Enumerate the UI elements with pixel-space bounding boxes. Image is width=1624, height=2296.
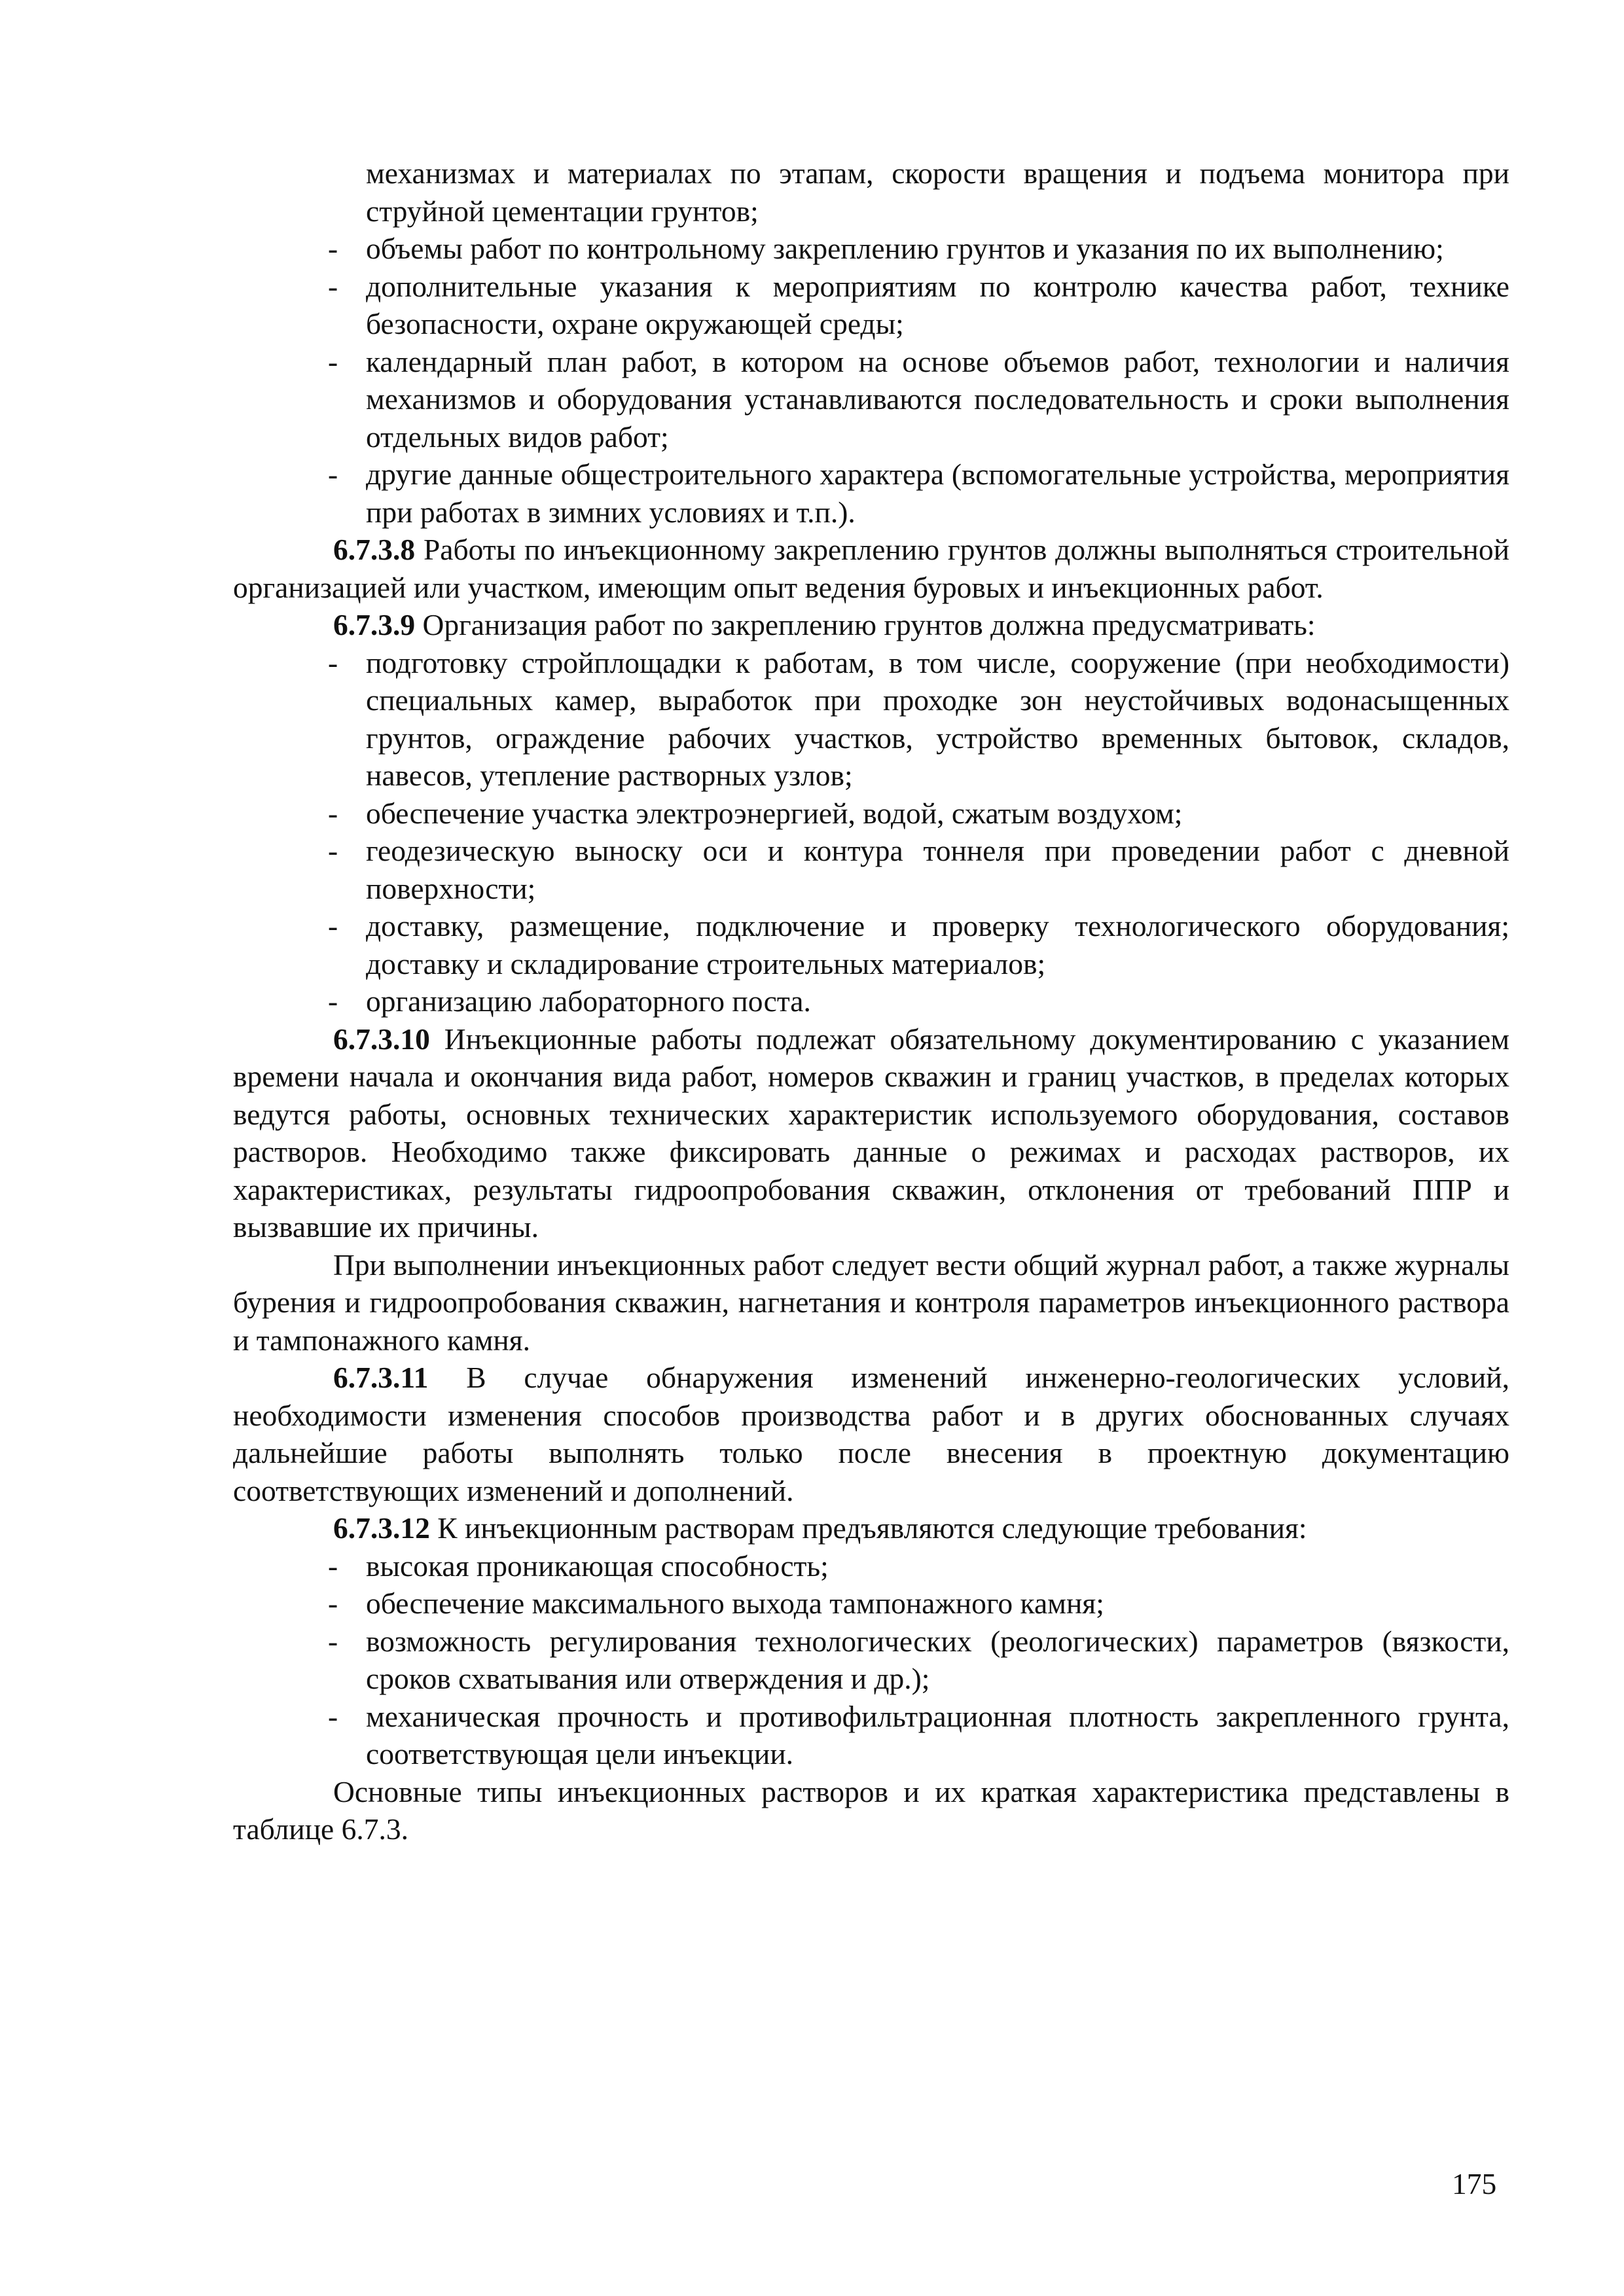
section-number: 6.7.3.8 bbox=[333, 533, 416, 566]
section-text: Организация работ по закреплению грунтов должна предусматривать: bbox=[415, 608, 1316, 641]
list-item bbox=[233, 982, 1509, 1020]
section-6-7-3-11 bbox=[233, 1359, 1509, 1509]
list-item bbox=[233, 1698, 1509, 1773]
bullet-dash: - bbox=[328, 1624, 338, 1658]
section-text: Инъекционные работы подлежат обязательному документированию с указанием времени начала и окончания вида работ, номеров скважин и границ участков, в пределах которых ведутся работы, основных технических характеристик используемого оборудования, составов растворов. Необходимо также фиксировать данные о режимах и расходах растворов, их характеристиках, результаты гидроопробования скважин, отклонения от требований ППР и вызвавшие их причины. bbox=[233, 1022, 1509, 1244]
bullet-dash: - bbox=[328, 796, 338, 830]
bullet-dash: - bbox=[328, 834, 338, 867]
list-item bbox=[233, 1623, 1509, 1698]
section-6-7-3-9 bbox=[233, 606, 1509, 644]
bullet-dash: - bbox=[328, 232, 338, 265]
list-item bbox=[233, 268, 1509, 343]
list-item-text: возможность регулирования технологических (реологических) параметров (вязкости, сроков схватывания или отверждения и др.); bbox=[366, 1624, 1509, 1695]
list-item-text: высокая проникающая способность; bbox=[366, 1549, 829, 1583]
section-6-7-3-12 bbox=[233, 1509, 1509, 1547]
section-text: В случае обнаружения изменений инженерно-геологических условий, необходимости изменения способов производства работ и в других обоснованных случаях дальнейшие работы выполнять только после внесения в проектную документацию соответствующих изменений и дополнений. bbox=[233, 1361, 1509, 1507]
list-item-text: обеспечение участка электроэнергией, водой, сжатым воздухом; bbox=[366, 796, 1183, 830]
section-number: 6.7.3.10 bbox=[333, 1022, 430, 1056]
section-text: Работы по инъекционному закреплению грунтов должны выполняться строительной организацией или участком, имеющим опыт ведения буровых и инъекционных работ. bbox=[233, 533, 1509, 604]
section-6-7-3-8 bbox=[233, 531, 1509, 606]
bullet-dash: - bbox=[328, 1587, 338, 1620]
list-item-text: другие данные общестроительного характера (вспомогательные устройства, мероприятия при работах в зимних условиях и т.п.). bbox=[366, 457, 1509, 529]
list-item bbox=[233, 644, 1509, 795]
section-number: 6.7.3.9 bbox=[333, 608, 416, 641]
bullet-dash: - bbox=[328, 1549, 338, 1583]
list-item bbox=[233, 1585, 1509, 1623]
list-item-text: подготовку стройплощадки к работам, в том числе, сооружение (при необходимости) специальных камер, выработок при проходке зон неустойчивых водонасыщенных грунтов, ограждение рабочих участков, устройство временных бытовок, складов, навесов, утепление растворных узлов; bbox=[366, 645, 1509, 792]
section-text: К инъекционным растворам предъявляются следующие требования: bbox=[429, 1511, 1307, 1545]
list-item-text: доставку, размещение, подключение и проверку технологического оборудования; доставку и складирование строительных материалов; bbox=[366, 909, 1509, 980]
list-item-text: обеспечение максимального выхода тампонажного камня; bbox=[366, 1587, 1104, 1620]
list-item-text: организацию лабораторного поста. bbox=[366, 984, 811, 1018]
list-item bbox=[233, 907, 1509, 982]
section-number: 6.7.3.11 bbox=[333, 1361, 429, 1394]
list-item bbox=[233, 343, 1509, 456]
section-number: 6.7.3.12 bbox=[333, 1511, 430, 1545]
bullet-dash: - bbox=[328, 269, 338, 303]
bullet-dash: - bbox=[328, 984, 338, 1018]
list-item-text: дополнительные указания к мероприятиям по контролю качества работ, технике безопасности, охране окружающей среды; bbox=[366, 269, 1509, 340]
bullet-dash: - bbox=[328, 645, 338, 679]
bullet-dash: - bbox=[328, 909, 338, 942]
bullet-dash: - bbox=[328, 457, 338, 491]
final-paragraph: Основные типы инъекционных растворов и их краткая характеристика представлены в таблице 6.7.3. bbox=[233, 1774, 1509, 1846]
list-item bbox=[233, 1547, 1509, 1585]
continuation-text bbox=[233, 154, 1509, 230]
list-item-text: механическая прочность и противофильтрационная плотность закрепленного грунта, соответствующая цели инъекции. bbox=[366, 1699, 1509, 1770]
list-item-text: геодезическую выноску оси и контура тоннеля при проведении работ с дневной поверхности; bbox=[366, 834, 1509, 905]
bullet-dash: - bbox=[328, 344, 338, 378]
list-item bbox=[233, 832, 1509, 907]
continuation-body: механизмах и материалах по этапам, скорости вращения и подъема монитора при струйной цементации грунтов; bbox=[366, 156, 1509, 228]
page-number: 175 bbox=[1452, 2167, 1497, 2200]
list-item bbox=[233, 230, 1509, 268]
bullet-dash: - bbox=[328, 1699, 338, 1733]
journal-paragraph: При выполнении инъекционных работ следует вести общий журнал работ, а также журналы бурения и гидроопробования скважин, нагнетания и контроля параметров инъекционного раствора и тампонажного камня. bbox=[233, 1247, 1509, 1357]
list-item bbox=[233, 456, 1509, 531]
list-item bbox=[233, 795, 1509, 833]
document-page bbox=[233, 154, 1509, 1848]
list-item-text: календарный план работ, в котором на основе объемов работ, технологии и наличия механизмов и оборудования устанавливаются последовательность и сроки выполнения отдельных видов работ; bbox=[366, 344, 1509, 454]
list-item-text: объемы работ по контрольному закреплению грунтов и указания по их выполнению; bbox=[366, 232, 1444, 265]
section-6-7-3-10 bbox=[233, 1020, 1509, 1246]
